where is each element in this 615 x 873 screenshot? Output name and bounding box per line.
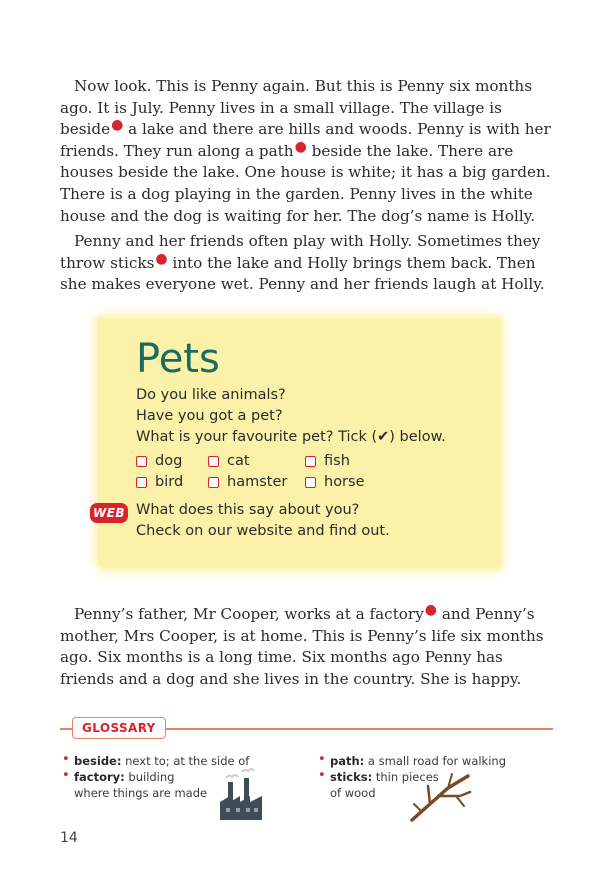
pet-option-bird[interactable] — [136, 474, 183, 490]
story-text: beside the lake. There are houses beside the lake. One house is white; it has a big garden. There is a dog playing in the garden. Penny lives in the white house and the dog is waiting for her. The dog’s name is Holly. — [60, 141, 551, 225]
pet-option-dog[interactable] — [136, 453, 182, 469]
story-paragraph-3 — [60, 604, 560, 690]
glossary-marker-dot: ● — [111, 117, 124, 134]
pet-option-horse[interactable] — [305, 474, 365, 490]
sticks-icon — [408, 770, 474, 824]
option-label: cat — [227, 453, 250, 469]
factory-icon — [214, 768, 270, 822]
option-label: hamster — [227, 474, 288, 490]
web-prompt: What does this say about you? — [136, 502, 360, 518]
story-text: Penny’s father, Mr Cooper, works at a factory — [74, 605, 424, 623]
web-badge-icon[interactable]: WEB — [90, 503, 128, 523]
glossary-item-sticks: • sticks: thin pieces — [318, 768, 439, 784]
pet-option-fish[interactable] — [305, 453, 350, 469]
glossary-item-factory-cont: where things are made — [74, 786, 208, 800]
web-prompt: Check on our website and find out. — [136, 523, 390, 539]
glossary-marker-dot: ● — [155, 250, 168, 267]
pets-question: What is your favourite pet? Tick (✔) below. — [136, 429, 446, 445]
pet-option-hamster[interactable] — [208, 474, 287, 490]
glossary-item-sticks-cont: of wood — [330, 786, 376, 800]
page-number: 14 — [60, 830, 78, 846]
glossary-item-path: • path: a small road for walking — [318, 752, 506, 768]
story-text: Penny and her friends often play with Holly. Sometimes they throw sticks — [60, 232, 541, 272]
checkbox[interactable] — [208, 477, 219, 488]
pets-question: Have you got a pet? — [136, 408, 283, 424]
checkbox[interactable] — [305, 456, 316, 467]
checkbox[interactable] — [208, 456, 219, 467]
pet-option-cat[interactable] — [208, 453, 250, 469]
story-paragraph-2 — [60, 231, 560, 296]
glossary-marker-dot: ● — [424, 602, 437, 618]
checkbox[interactable] — [136, 456, 147, 467]
story-text: a lake and there are hills and woods. Penny is with her friends. They run along a path — [60, 120, 551, 160]
glossary-item-factory: • factory: building — [62, 768, 175, 784]
pets-question: Do you like animals? — [136, 387, 286, 403]
glossary-heading: GLOSSARY — [72, 717, 166, 739]
checkbox[interactable] — [136, 477, 147, 488]
story-text: into the lake and Holly brings them back. Then she makes everyone wet. Penny and her friends laugh at Holly. — [60, 253, 545, 294]
pets-title: Pets — [136, 336, 220, 382]
option-label: fish — [324, 453, 350, 469]
glossary-marker-dot: ● — [294, 138, 307, 155]
option-label: bird — [155, 474, 184, 490]
story-text: and Penny’s mother, Mrs Cooper, is at home. This is Penny’s life six months ago. Six months is a long time. Six months ago Penny has friends and a dog and she lives in the country. She is happy. — [60, 605, 544, 688]
story-text: Now look. This is Penny again. But this is Penny six months ago. It is July. Penny lives in a small village. The village is beside — [60, 77, 533, 139]
option-label: dog — [155, 453, 183, 469]
glossary-item-beside: • beside: next to; at the side of — [62, 752, 250, 768]
checkbox[interactable] — [305, 477, 316, 488]
story-paragraph-1 — [60, 76, 560, 227]
option-label: horse — [324, 474, 365, 490]
